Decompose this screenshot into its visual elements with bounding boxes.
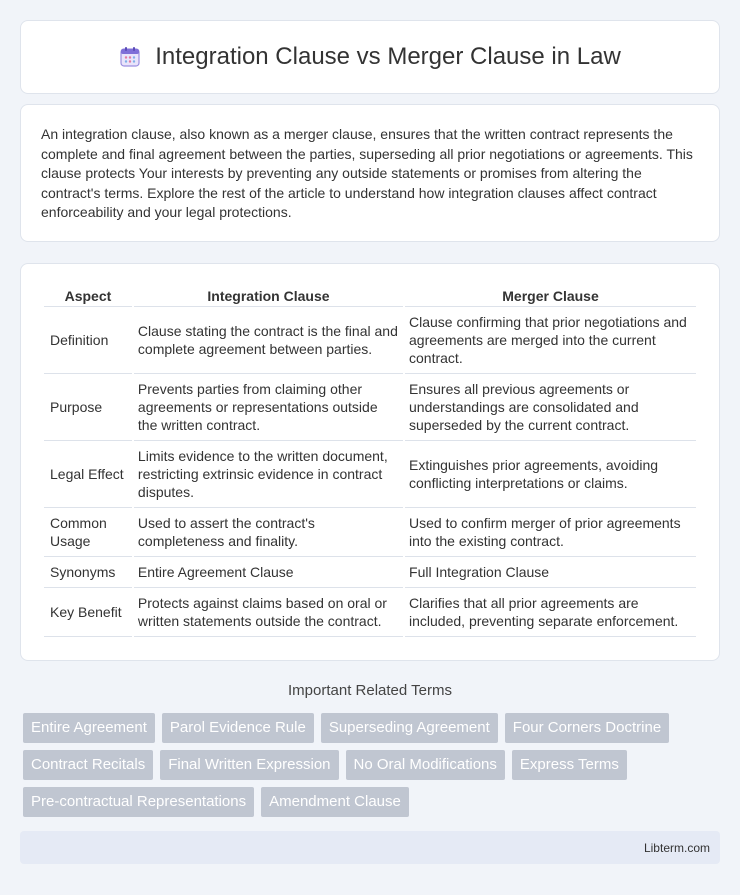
cell-aspect: Key Benefit <box>44 588 132 637</box>
cell-integration: Prevents parties from claiming other agreements or representations outside the written contract. <box>134 374 403 441</box>
cell-integration: Clause stating the contract is the final and complete agreement between parties. <box>134 307 403 374</box>
table-row <box>44 441 696 508</box>
related-term-tag[interactable]: Pre-contractual Representations <box>23 787 254 817</box>
table-row <box>44 307 696 374</box>
cell-merger: Extinguishes prior agreements, avoiding conflicting interpretations or claims. <box>405 441 696 508</box>
comparison-table <box>42 284 698 637</box>
table-header-row <box>44 284 696 307</box>
related-term-tag[interactable]: Express Terms <box>512 750 627 780</box>
related-term-tag[interactable]: Superseding Agreement <box>321 713 498 743</box>
related-term-tag[interactable]: Parol Evidence Rule <box>162 713 314 743</box>
comparison-card <box>20 263 720 661</box>
related-term-tag[interactable]: Contract Recitals <box>23 750 153 780</box>
page-title: Integration Clause vs Merger Clause in Law <box>155 43 621 70</box>
cell-aspect: Common Usage <box>44 508 132 557</box>
calendar-icon <box>119 46 141 68</box>
related-term-tag[interactable]: Entire Agreement <box>23 713 155 743</box>
related-term-tag[interactable]: Amendment Clause <box>261 787 409 817</box>
table-row <box>44 508 696 557</box>
cell-integration: Entire Agreement Clause <box>134 557 403 588</box>
related-terms-title: Important Related Terms <box>288 682 452 699</box>
table-row <box>44 557 696 588</box>
table-row <box>44 374 696 441</box>
footer <box>20 831 720 864</box>
header-aspect: Aspect <box>44 284 132 307</box>
related-terms-list <box>23 713 723 824</box>
cell-aspect: Synonyms <box>44 557 132 588</box>
related-term-tag[interactable]: Four Corners Doctrine <box>505 713 669 743</box>
related-term-tag[interactable]: No Oral Modifications <box>346 750 505 780</box>
cell-integration: Used to assert the contract's completeness and finality. <box>134 508 403 557</box>
cell-merger: Clause confirming that prior negotiations and agreements are merged into the current contract. <box>405 307 696 374</box>
cell-merger: Clarifies that all prior agreements are included, preventing separate enforcement. <box>405 588 696 637</box>
cell-merger: Used to confirm merger of prior agreements into the existing contract. <box>405 508 696 557</box>
cell-aspect: Definition <box>44 307 132 374</box>
intro-paragraph: An integration clause, also known as a merger clause, ensures that the written contract represents the complete and final agreement between the parties, superseding all prior negotiations or agreements. This clause protects Your interests by preventing any outside statements or promises from altering the contract's terms. Explore the rest of the article to understand how integration clauses affect contract enforceability and your legal protections. <box>41 126 693 221</box>
footer-site-link[interactable]: Libterm.com <box>643 840 710 855</box>
cell-merger: Full Integration Clause <box>405 557 696 588</box>
related-term-tag[interactable]: Final Written Expression <box>160 750 338 780</box>
cell-integration: Protects against claims based on oral or written statements outside the contract. <box>134 588 403 637</box>
cell-aspect: Purpose <box>44 374 132 441</box>
title-card <box>20 20 720 94</box>
cell-aspect: Legal Effect <box>44 441 132 508</box>
header-integration: Integration Clause <box>134 284 403 307</box>
table-row <box>44 588 696 637</box>
header-merger: Merger Clause <box>405 284 696 307</box>
cell-integration: Limits evidence to the written document, restricting extrinsic evidence in contract disputes. <box>134 441 403 508</box>
intro-card <box>20 104 720 242</box>
cell-merger: Ensures all previous agreements or understandings are consolidated and superseded by the current contract. <box>405 374 696 441</box>
